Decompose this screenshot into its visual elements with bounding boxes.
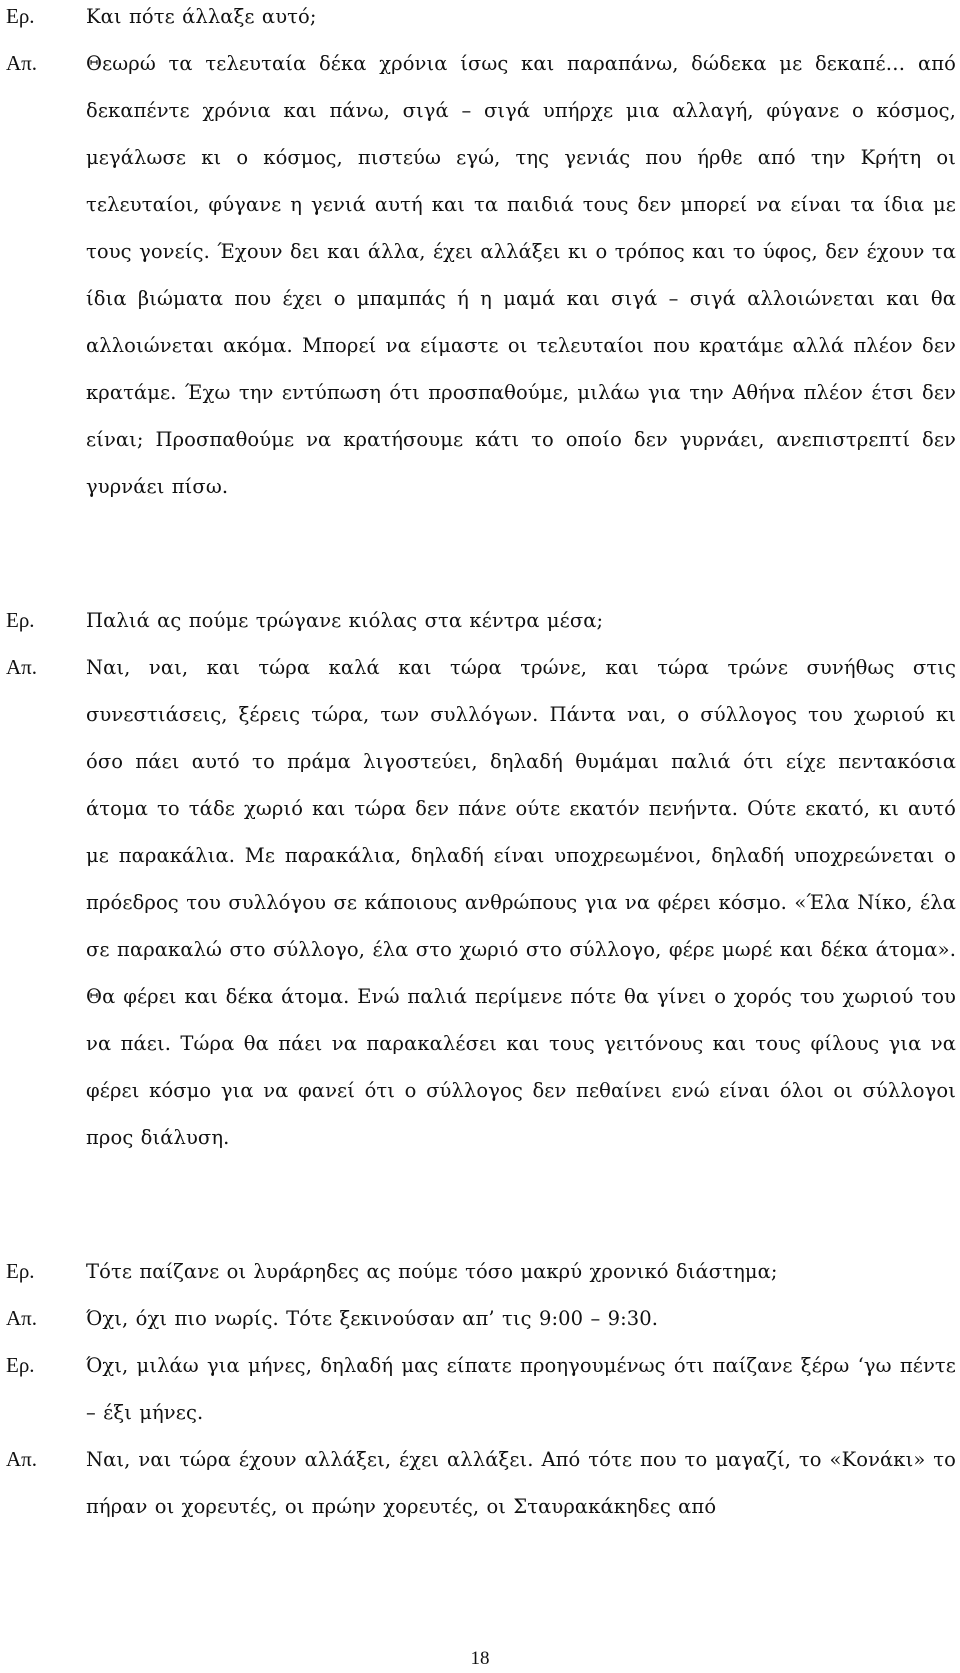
- turn-text: Τότε παίζανε οι λυράρηδες ας πούμε τόσο μακρύ χρονικό διάστημα;: [86, 1260, 778, 1283]
- speaker-label: Απ.: [6, 51, 38, 75]
- turn-text: Όχι, μιλάω για μήνες, δηλαδή μας είπατε προηγουμένως ότι παίζανε ξέρω ‘γω πέντε – έξι μήνες.: [86, 1354, 956, 1424]
- turn-text: Όχι, όχι πιο νωρίς. Τότε ξεκινούσαν απ’ τις 9:00 – 9:30.: [86, 1307, 659, 1330]
- speaker-label: Απ.: [6, 1447, 38, 1471]
- turn-text: Ναι, ναι τώρα έχουν αλλάξει, έχει αλλάξει. Από τότε που το μαγαζί, το «Κονάκι» το πήραν οι χορευτές, οι πρώην χορευτές, οι Σταυρακάκηδες από: [86, 1448, 956, 1518]
- turn-text: Θεωρώ τα τελευταία δέκα χρόνια ίσως και παραπάνω, δώδεκα με δεκαπέ… από δεκαπέντε χρόνια και πάνω, σιγά – σιγά υπήρχε μια αλλαγή, φύγανε ο κόσμος, μεγάλωσε κι ο κόσμος, πιστεύω εγώ, της γενιάς που ήρθε από την Κρήτη οι τελευταίοι, φύγανε η γενιά αυτή και τα παιδιά τους δεν μπορεί να είναι τα ίδια με τους γονείς. Έχουν δει και άλλα, έχει αλλάξει κι ο τρόπος και το ύφος, δεν έχουν τα ίδια βιώματα που έχει ο μπαμπάς ή η μαμά και σιγά – σιγά αλλοιώνεται και θα αλλοιώνεται ακόμα. Μπορεί να είμαστε οι τελευταίοι που κρατάμε αλλά πλέον δεν κρατάμε. Έχω την εντύπωση ότι προσπαθούμε, μιλάω για την Αθήνα πλέον έτσι δεν είναι; Προσπαθούμε να κρατήσουμε κάτι το οποίο δεν γυρνάει, ανεπιστρεπτί δεν γυρνάει πίσω.: [86, 52, 956, 498]
- turn-text: Και πότε άλλαξε αυτό;: [86, 5, 317, 28]
- speaker-label: Ερ.: [6, 1259, 35, 1283]
- turn-text: Ναι, ναι, και τώρα καλά και τώρα τρώνε, και τώρα τρώνε συνήθως στις συνεστιάσεις, ξέρεις τώρα, των συλλόγων. Πάντα ναι, ο σύλλογος του χωριού κι όσο πάει αυτό το πράμα λιγοστεύει, δηλαδή θυμάμαι παλιά ότι είχε πεντακόσια άτομα το τάδε χωριό και τώρα δεν πάνε ούτε εκατόν πενήντα. Ούτε εκατό, κι αυτό με παρακάλια. Με παρακάλια, δηλαδή είναι υποχρεωμένοι, δηλαδή υποχρεώνεται ο πρόεδρος του συλλόγου σε κάποιους ανθρώπους για να φέρει κόσμο. «Έλα Νίκο, έλα σε παρακαλώ στο σύλλογο, έλα στο χωριό στο σύλλογο, φέρε μωρέ και δέκα άτομα». Θα φέρει και δέκα άτομα. Ενώ παλιά περίμενε πότε θα γίνει ο χορός του χωριού του να πάει. Τώρα θα πάει να παρακαλέσει και τους γειτόνους και τους φίλους για να φέρει κόσμο για να φανεί ότι ο σύλλογος δεν πεθαίνει ενώ είναι όλοι οι σύλλογοι προς διάλυση.: [86, 656, 956, 1149]
- speaker-label: Απ.: [6, 655, 38, 679]
- page-number: 18: [470, 1648, 490, 1669]
- speaker-label: Ερ.: [6, 4, 35, 28]
- turn-text: Παλιά ας πούμε τρώγανε κιόλας στα κέντρα μέσα;: [86, 609, 604, 632]
- speaker-label: Ερ.: [6, 1353, 35, 1377]
- speaker-label: Ερ.: [6, 608, 35, 632]
- speaker-label: Απ.: [6, 1306, 38, 1330]
